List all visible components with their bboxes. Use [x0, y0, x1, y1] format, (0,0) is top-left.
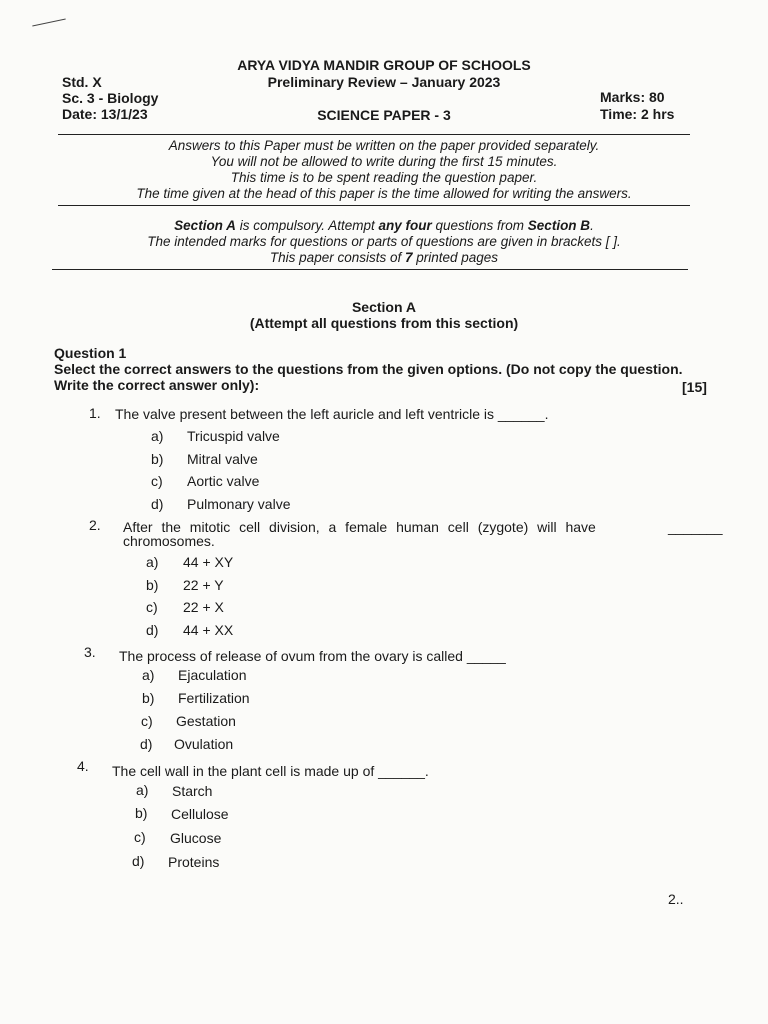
question-instruction-2: Write the correct answer only):	[54, 377, 260, 393]
option-letter: d)	[151, 496, 164, 512]
instructions-rule-2	[52, 269, 688, 270]
option-text: Aortic valve	[187, 473, 260, 489]
section-subtitle: (Attempt all questions from this section)	[249, 315, 519, 331]
option	[151, 473, 163, 489]
instruction-line-7	[0, 250, 768, 265]
option-text: Fertilization	[178, 690, 250, 706]
option-text: 44 + XY	[183, 554, 234, 570]
option	[142, 690, 154, 706]
option	[146, 622, 158, 638]
option	[140, 736, 152, 752]
item-text: After the mitotic cell division, a female human cell (zygote) will have	[123, 519, 596, 535]
option	[135, 805, 147, 821]
option-letter: d)	[140, 736, 153, 752]
option-text: Pulmonary valve	[187, 496, 291, 512]
option-text: Starch	[172, 783, 213, 799]
marks-label: Marks: 80	[600, 89, 665, 105]
instruction-line-3: This time is to be spent reading the question paper.	[230, 170, 538, 185]
item-text: The process of release of ovum from the ovary is called _____	[119, 648, 506, 664]
section-a-ref: Section A	[174, 218, 236, 233]
option-letter: a)	[151, 428, 164, 444]
option-text: 44 + XX	[183, 622, 234, 638]
option	[151, 451, 163, 467]
option	[132, 853, 144, 869]
option-letter: b)	[142, 690, 155, 706]
option-text: Glucose	[170, 830, 222, 846]
option-text: Cellulose	[171, 806, 229, 822]
instruction-line-4: The time given at the head of this paper is the time allowed for writing the answers.	[136, 186, 632, 201]
option-text: Gestation	[176, 713, 236, 729]
section-b-ref: Section B	[527, 218, 591, 233]
item-blank: _______	[668, 519, 723, 535]
option	[146, 554, 158, 570]
option	[151, 496, 163, 512]
item-text-continued: chromosomes.	[123, 533, 215, 549]
option-letter: d)	[146, 622, 159, 638]
time-label: Time: 2 hrs	[600, 106, 675, 122]
instruction-text: questions from	[431, 218, 528, 233]
option	[134, 829, 146, 845]
question-instruction-1: Select the correct answers to the questions from the given options. (Do not copy the question.	[54, 361, 683, 377]
option	[141, 713, 153, 729]
instruction-line-1: Answers to this Paper must be written on the paper provided separately.	[168, 138, 600, 153]
item-text: The cell wall in the plant cell is made up of ______.	[112, 763, 429, 779]
option-letter: c)	[141, 713, 153, 729]
instructions-rule	[58, 205, 690, 206]
option-text: Ejaculation	[178, 667, 247, 683]
option	[142, 667, 154, 683]
option-letter: a)	[136, 782, 149, 798]
item-number: 4.	[77, 758, 89, 774]
instruction-text: This paper consists of	[269, 250, 405, 265]
pen-mark	[32, 18, 65, 26]
instruction-line-6: The intended marks for questions or parts of questions are given in brackets [ ].	[147, 234, 621, 249]
option-text: Proteins	[168, 854, 220, 870]
instruction-text: is compulsory. Attempt	[235, 218, 379, 233]
option-letter: b)	[151, 451, 164, 467]
option-letter: d)	[132, 853, 145, 869]
option-letter: c)	[134, 829, 146, 845]
option	[146, 577, 158, 593]
instruction-text: printed pages	[412, 250, 499, 265]
page-count: 7	[404, 250, 413, 265]
item-number: 1.	[89, 405, 101, 421]
option-letter: a)	[146, 554, 159, 570]
item-text: The valve present between the left auricle and left ventricle is ______.	[115, 406, 549, 422]
item-number: 3.	[84, 644, 96, 660]
option	[146, 599, 158, 615]
option	[136, 782, 148, 798]
next-page-indicator: 2..	[668, 891, 684, 907]
instruction-line-5	[0, 218, 768, 233]
school-name: ARYA VIDYA MANDIR GROUP OF SCHOOLS	[237, 57, 531, 73]
option-letter: a)	[142, 667, 155, 683]
option-text: Ovulation	[174, 736, 234, 752]
instruction-text: .	[590, 218, 594, 233]
date-label: Date: 13/1/23	[62, 106, 148, 122]
item-number: 2.	[89, 517, 101, 533]
paper-title: SCIENCE PAPER - 3	[317, 107, 451, 123]
question-marks: [15]	[682, 379, 707, 395]
option-letter: c)	[151, 473, 163, 489]
option-letter: c)	[146, 599, 158, 615]
std-label: Std. X	[62, 74, 102, 90]
option	[151, 428, 163, 444]
question-label: Question 1	[54, 345, 127, 361]
subject-label: Sc. 3 - Biology	[62, 90, 159, 106]
option-text: 22 + X	[183, 599, 224, 615]
option-text: 22 + Y	[183, 577, 224, 593]
instruction-line-2: You will not be allowed to write during the first 15 minutes.	[210, 154, 558, 169]
option-text: Tricuspid valve	[187, 428, 280, 444]
option-text: Mitral valve	[187, 451, 258, 467]
exam-title: Preliminary Review – January 2023	[267, 74, 501, 90]
option-letter: b)	[146, 577, 159, 593]
option-letter: b)	[135, 805, 148, 821]
any-four-ref: any four	[378, 218, 432, 233]
header-rule	[58, 134, 690, 135]
section-title: Section A	[351, 299, 417, 315]
